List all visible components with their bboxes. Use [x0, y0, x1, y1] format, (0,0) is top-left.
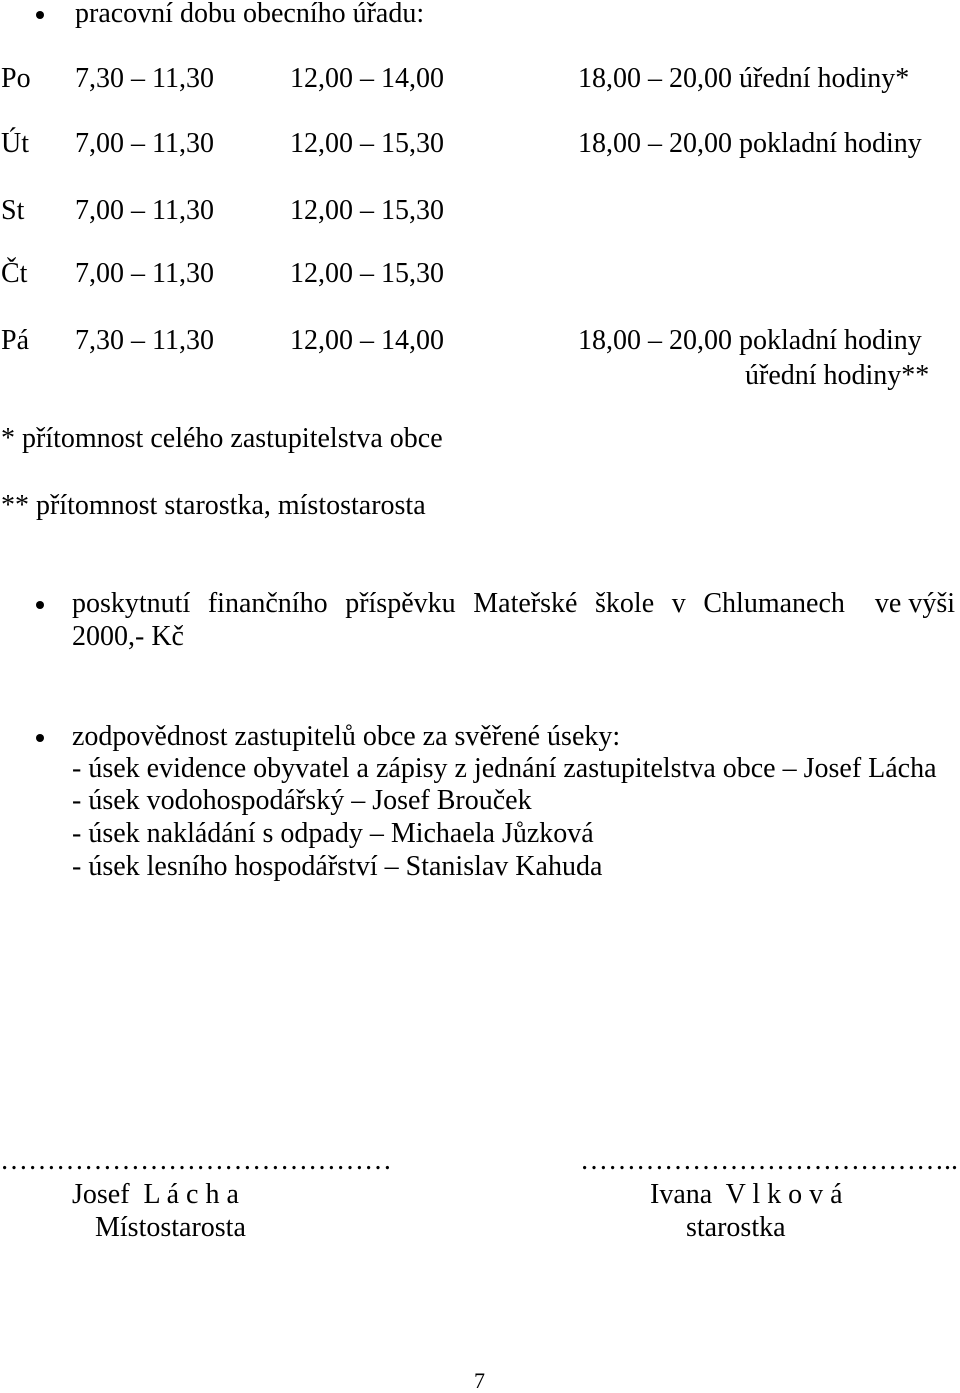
schedule-morning-hours: 7,00 – 11,30 — [75, 258, 214, 289]
schedule-row-friday — [0, 325, 960, 357]
signature-name: Josef L á c h a — [72, 1179, 239, 1210]
schedule-morning-hours: 7,30 – 11,30 — [75, 325, 214, 356]
bullet-icon — [36, 734, 44, 742]
schedule-day: Pá — [1, 325, 29, 356]
schedule-afternoon-hours: 12,00 – 14,00 — [290, 325, 444, 356]
finance-contribution-text-end: ve výši — [874, 588, 955, 619]
responsibility-item: - úsek vodohospodářský – Josef Brouček — [72, 785, 532, 816]
office-hours-heading: pracovní dobu obecního úřadu: — [75, 0, 425, 29]
schedule-evening-hours: 18,00 – 20,00 pokladní hodiny — [578, 128, 922, 159]
responsibilities-heading: zodpovědnost zastupitelů obce za svěřené úseky: — [72, 721, 621, 752]
responsibility-item: - úsek lesního hospodářství – Stanislav Kahuda — [72, 851, 603, 882]
finance-contribution-text: poskytnutí finančního příspěvku Mateřské škole v Chlumanech — [72, 588, 845, 619]
schedule-day: Út — [1, 128, 29, 159]
signature-dotted-line: …………………………………… — [0, 1145, 392, 1176]
responsibility-item: - úsek evidence obyvatel a zápisy z jednání zastupitelstva obce – Josef Lácha — [72, 753, 937, 784]
schedule-morning-hours: 7,30 – 11,30 — [75, 63, 214, 94]
finance-contribution-amount: 2000,- Kč — [72, 621, 184, 652]
schedule-afternoon-hours: 12,00 – 14,00 — [290, 63, 444, 94]
schedule-day: Po — [1, 63, 31, 94]
signature-dotted-line: ………………………………….. — [580, 1145, 958, 1176]
schedule-morning-hours: 7,00 – 11,30 — [75, 128, 214, 159]
responsibility-item: - úsek nakládání s odpady – Michaela Jůzková — [72, 818, 594, 849]
schedule-evening-hours: 18,00 – 20,00 pokladní hodiny — [578, 325, 922, 356]
schedule-row-thursday — [0, 258, 960, 290]
bullet-icon — [36, 601, 44, 609]
schedule-morning-hours: 7,00 – 11,30 — [75, 195, 214, 226]
schedule-row-monday — [0, 63, 960, 95]
finance-contribution-line — [72, 588, 955, 620]
schedule-evening-hours: 18,00 – 20,00 úřední hodiny* — [578, 63, 910, 94]
bullet-icon — [36, 11, 44, 19]
footnote-double-asterisk: ** přítomnost starostka, místostarosta — [1, 490, 426, 521]
schedule-afternoon-hours: 12,00 – 15,30 — [290, 195, 444, 226]
schedule-row-wednesday — [0, 195, 960, 227]
signature-role: starostka — [686, 1212, 786, 1243]
schedule-afternoon-hours: 12,00 – 15,30 — [290, 128, 444, 159]
signature-role: Místostarosta — [95, 1212, 246, 1243]
schedule-day: Čt — [1, 258, 28, 289]
schedule-afternoon-hours: 12,00 – 15,30 — [290, 258, 444, 289]
schedule-row-tuesday — [0, 128, 960, 160]
signature-name: Ivana V l k o v á — [650, 1179, 843, 1210]
schedule-day: St — [1, 195, 25, 226]
page-number: 7 — [474, 1368, 485, 1393]
footnote-single-asterisk: * přítomnost celého zastupitelstva obce — [1, 423, 443, 454]
schedule-evening-note: úřední hodiny** — [745, 360, 930, 391]
